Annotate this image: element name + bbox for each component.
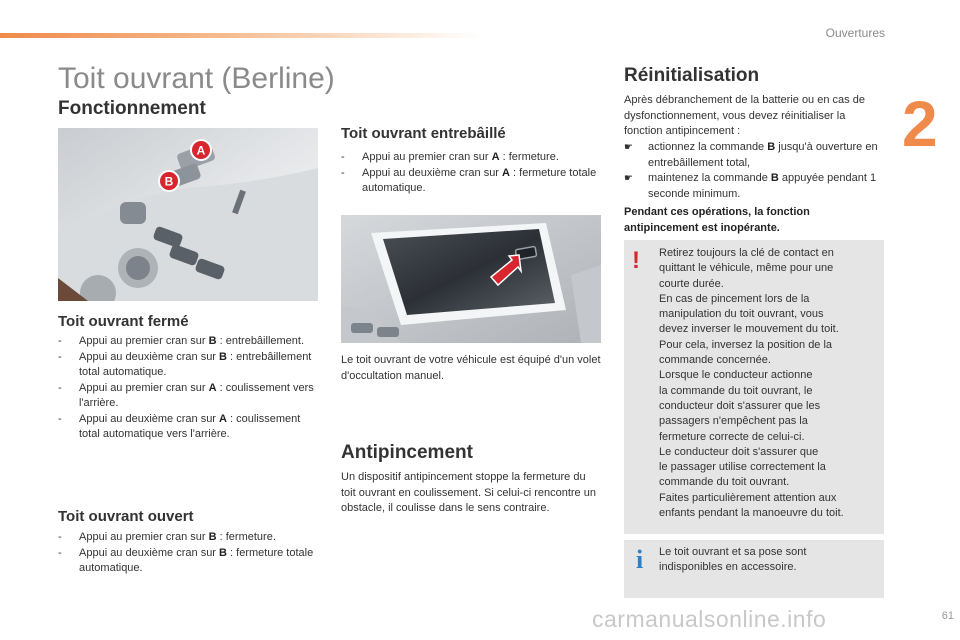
list-item: - Appui au premier cran sur A : coulissement vers l'arrière. <box>58 381 320 412</box>
antipincement-text: Un dispositif antipincement stoppe la fermeture du toit ouvrant en coulissement. Si celui-ci rencontre un obstacle, il coulisse dans le sens contraire. <box>341 471 596 514</box>
svg-text:A: A <box>196 143 206 158</box>
list-item: - Appui au premier cran sur A : fermeture. <box>341 150 603 166</box>
info-box <box>624 540 884 598</box>
list-toit-ferme <box>58 334 320 443</box>
list-toit-ouvert <box>58 530 320 577</box>
list-item: - Appui au deuxième cran sur A : coulissement total automatique vers l'arrière. <box>58 412 320 443</box>
callout-b <box>159 171 179 191</box>
list-item: - Appui au deuxième cran sur B : entrebâillement total automatique. <box>58 350 320 381</box>
list-item: ☛ maintenez la commande B appuyée pendant 1 seconde minimum. <box>624 171 886 202</box>
callout-a <box>191 140 211 160</box>
heading-reinitialisation: Réinitialisation <box>624 65 760 86</box>
page-number: 61 <box>941 610 954 622</box>
watermark: carmanualsonline.info <box>592 606 827 632</box>
list-item: - Appui au premier cran sur B : entrebâillement. <box>58 334 320 350</box>
roof-control-photo <box>58 128 318 301</box>
list-item: ☛ actionnez la commande B jusqu'à ouverture en entrebâillement total, <box>624 140 886 171</box>
reinit-warning: Pendant ces opérations, la fonction antipincement est inopérante. <box>624 206 810 234</box>
reinit-intro: Après débranchement de la batterie ou en cas de dysfonctionnement, vous devez réinitialiser la fonction antipincement : <box>624 94 865 137</box>
warning-box <box>624 240 884 534</box>
heading-toit-ferme: Toit ouvrant fermé <box>58 313 189 330</box>
section-title: Ouvertures <box>825 26 885 40</box>
list-item: - Appui au deuxième cran sur B : fermeture totale automatique. <box>58 546 320 577</box>
shade-caption: Le toit ouvrant de votre véhicule est équipé d'un volet d'occultation manuel. <box>341 354 601 382</box>
heading-toit-entrebaille: Toit ouvrant entrebâillé <box>341 125 506 142</box>
info-text: Le toit ouvrant et sa pose sont indisponibles en accessoire. <box>659 546 807 574</box>
info-icon: i <box>636 545 644 574</box>
heading-toit-ouvert: Toit ouvrant ouvert <box>58 508 194 525</box>
list-item: - Appui au deuxième cran sur A : fermeture totale automatique. <box>341 166 603 197</box>
svg-text:B: B <box>164 174 174 189</box>
heading-fonctionnement: Fonctionnement <box>58 98 206 119</box>
sunroof-photo <box>341 215 601 343</box>
list-item: - Appui au premier cran sur B : fermeture. <box>58 530 320 546</box>
header-accent-bar <box>0 33 480 38</box>
chapter-number: 2 <box>902 88 938 160</box>
heading-antipincement: Antipincement <box>341 442 473 463</box>
list-reinit <box>624 140 886 202</box>
warning-text: Retirez toujours la clé de contact en quittant le véhicule, même pour une courte durée. En cas de pincement lors de la manipulation du toit ouvrant, vous devez inverser le mouvement du toit. Pour cela, inversez la position de la commande concernée. Lorsque le conducteur actionne la commande du toit ouvrant, le conducteur doit s'assurer que les passagers n'empêchent pas la fermeture correcte de celui-ci. Le conducteur doit s'assurer que le passager utilise correctement la commande du toit ouvrant. Faites particulièrement attention aux enfants pendant la manoeuvre du toit. <box>659 247 844 520</box>
page-title: Toit ouvrant (Berline) <box>58 62 335 95</box>
list-toit-entrebaille <box>341 150 603 197</box>
warning-icon: ! <box>632 247 640 274</box>
